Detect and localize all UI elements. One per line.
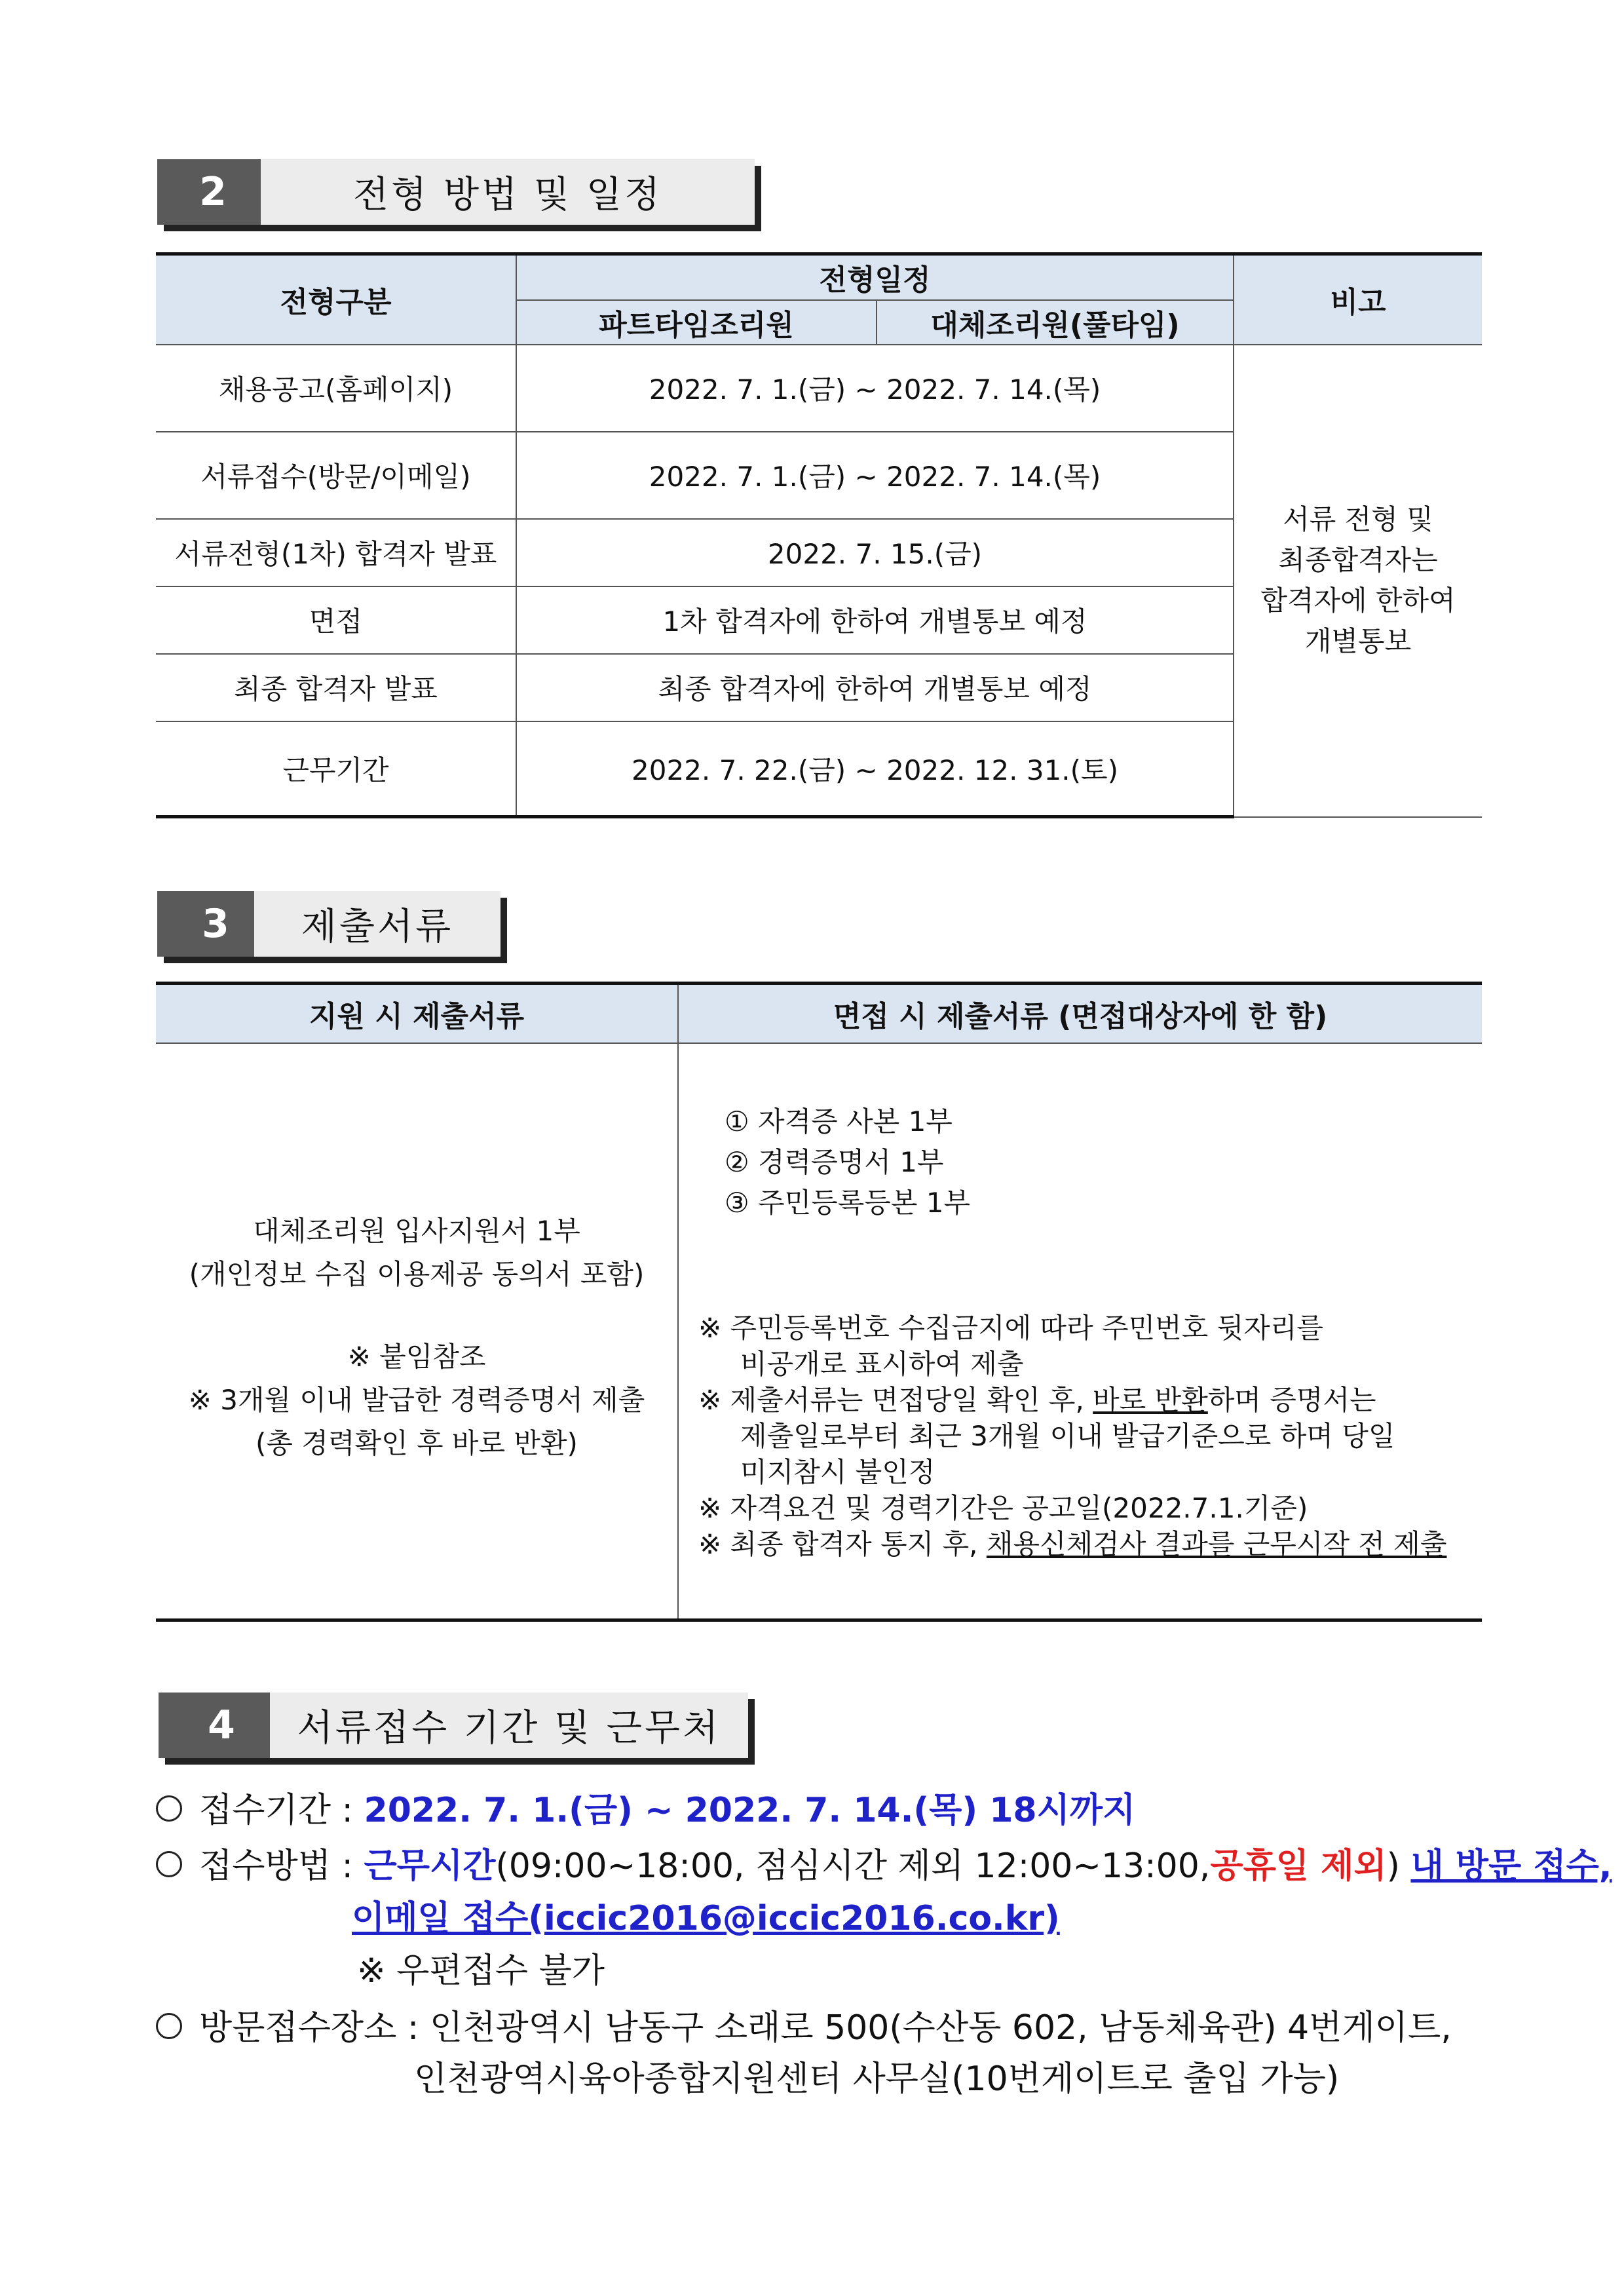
- method-note-line: [357, 1943, 605, 1992]
- interview-documents-cell: [678, 1043, 1482, 1620]
- place-line: [156, 2000, 1452, 2049]
- header-apply-documents: 지원 시 제출서류: [156, 984, 678, 1044]
- method-hours-label: 근무시간: [364, 1846, 496, 1886]
- apply-documents-cell: [156, 1043, 678, 1620]
- interview-note: ※ 최종 합격자 통지 후, 채용신체검사 결과를 근무시작 전 제출: [698, 1528, 1447, 1560]
- circle-bullet-icon: [156, 1795, 182, 1822]
- apply-line: ※ 붙임참조: [347, 1341, 486, 1373]
- interview-note: 미지참시 불인정: [740, 1456, 935, 1488]
- return-underlined: 바로 반환: [1093, 1384, 1208, 1416]
- apply-line: ※ 3개월 이내 발급한 경력증명서 제출: [188, 1384, 645, 1416]
- apply-line: 대체조리원 입사지원서 1부: [253, 1215, 580, 1247]
- period-line: [156, 1782, 1135, 1831]
- section-number: 4: [159, 1693, 284, 1758]
- row-category: 채용공고(홈페이지): [156, 345, 516, 432]
- method-label: 접수방법 :: [199, 1846, 353, 1886]
- remark-line: 개별통보: [1304, 625, 1412, 657]
- apply-line: (총 경력확인 후 바로 반환): [255, 1427, 578, 1459]
- section-title: 전형 방법 및 일정: [261, 159, 755, 225]
- header-schedule: 전형일정: [516, 254, 1234, 300]
- circle-bullet-icon: [156, 1851, 182, 1877]
- method-email-line: [352, 1890, 1060, 1940]
- interview-note: ※ 제출서류는 면접당일 확인 후, 바로 반환하며 증명서는: [698, 1384, 1376, 1416]
- interview-note: ※ 주민등록번호 수집금지에 따라 주민번호 뒷자리를: [698, 1312, 1323, 1344]
- period-label: 접수기간 :: [199, 1791, 353, 1830]
- interview-item: ② 경력증명서 1부: [725, 1146, 944, 1178]
- place-label: 방문접수장소 :: [199, 2008, 419, 2048]
- health-check-underlined: 채용신체검사 결과를 근무시작 전 제출: [986, 1528, 1447, 1560]
- row-category: 서류전형(1차) 합격자 발표: [156, 519, 516, 586]
- interview-note: 비공개로 표시하여 제출: [740, 1348, 1024, 1380]
- apply-line: (개인정보 수집 이용제공 동의서 포함): [189, 1258, 645, 1290]
- header-fulltime: 대체조리원(풀타임): [877, 300, 1234, 345]
- remark-line: 합격자에 한하여: [1260, 584, 1456, 617]
- schedule-table: [156, 252, 1482, 818]
- method-visit: 내 방문 접수,: [1410, 1846, 1612, 1886]
- row-schedule: 2022. 7. 15.(금): [516, 519, 1234, 586]
- interview-note: 제출일로부터 최근 3개월 이내 발급기준으로 하며 당일: [740, 1420, 1395, 1452]
- row-category: 면접: [156, 586, 516, 654]
- period-value: 2022. 7. 1.(금) ~ 2022. 7. 14.(목) 18시까지: [364, 1791, 1136, 1830]
- section-title: 서류접수 기간 및 근무처: [270, 1693, 748, 1758]
- email-address: 이메일 접수(iccic2016@iccic2016.co.kr): [352, 1899, 1060, 1938]
- remark-line: 최종합격자는: [1278, 544, 1438, 576]
- documents-table: [156, 982, 1482, 1622]
- row-category: 근무기간: [156, 721, 516, 817]
- method-holiday: 공휴일 제외: [1210, 1846, 1387, 1886]
- row-schedule: 2022. 7. 1.(금) ~ 2022. 7. 14.(목): [516, 345, 1234, 432]
- row-schedule: 2022. 7. 22.(금) ~ 2022. 12. 31.(토): [516, 721, 1234, 817]
- section-number: 2: [157, 159, 269, 225]
- row-category: 서류접수(방문/이메일): [156, 432, 516, 519]
- row-category: 최종 합격자 발표: [156, 654, 516, 721]
- post-note: ※ 우편접수 불가: [357, 1951, 605, 1991]
- row-schedule: 2022. 7. 1.(금) ~ 2022. 7. 14.(목): [516, 432, 1234, 519]
- header-interview-documents: 면접 시 제출서류 (면접대상자에 한 함): [678, 984, 1482, 1044]
- place-address-1: 인천광역시 남동구 소래로 500(수산동 602, 남동체육관) 4번게이트,: [429, 2008, 1452, 2048]
- remark-cell: [1234, 345, 1482, 817]
- header-parttime: 파트타임조리원: [516, 300, 877, 345]
- section-title: 제출서류: [254, 891, 500, 957]
- interview-item: ③ 주민등록등본 1부: [725, 1187, 971, 1219]
- circle-bullet-icon: [156, 2013, 182, 2039]
- interview-item: ① 자격증 사본 1부: [725, 1105, 953, 1138]
- section-number: 3: [157, 891, 274, 957]
- remark-line: 서류 전형 및: [1283, 503, 1433, 535]
- row-schedule: 1차 합격자에 한하여 개별통보 예정: [516, 586, 1234, 654]
- header-remark: 비고: [1234, 254, 1482, 345]
- place-address-2: 인천광역시육아종합지원센터 사무실(10번게이트로 출입 가능): [414, 2059, 1340, 2099]
- interview-note: ※ 자격요건 및 경력기간은 공고일(2022.7.1.기준): [698, 1492, 1308, 1524]
- method-line: 접수방법 : 근무시간(09:00~18:00, 점심시간 제외 12:00~13:00,공휴일 제외) 내 방문 접수,: [156, 1838, 1612, 1887]
- table-row: [156, 345, 1482, 432]
- header-category: 전형구분: [156, 254, 516, 345]
- method-hours-detail: (09:00~18:00, 점심시간 제외 12:00~13:00,: [495, 1846, 1211, 1886]
- row-schedule: 최종 합격자에 한하여 개별통보 예정: [516, 654, 1234, 721]
- place-line-2: [414, 2051, 1339, 2100]
